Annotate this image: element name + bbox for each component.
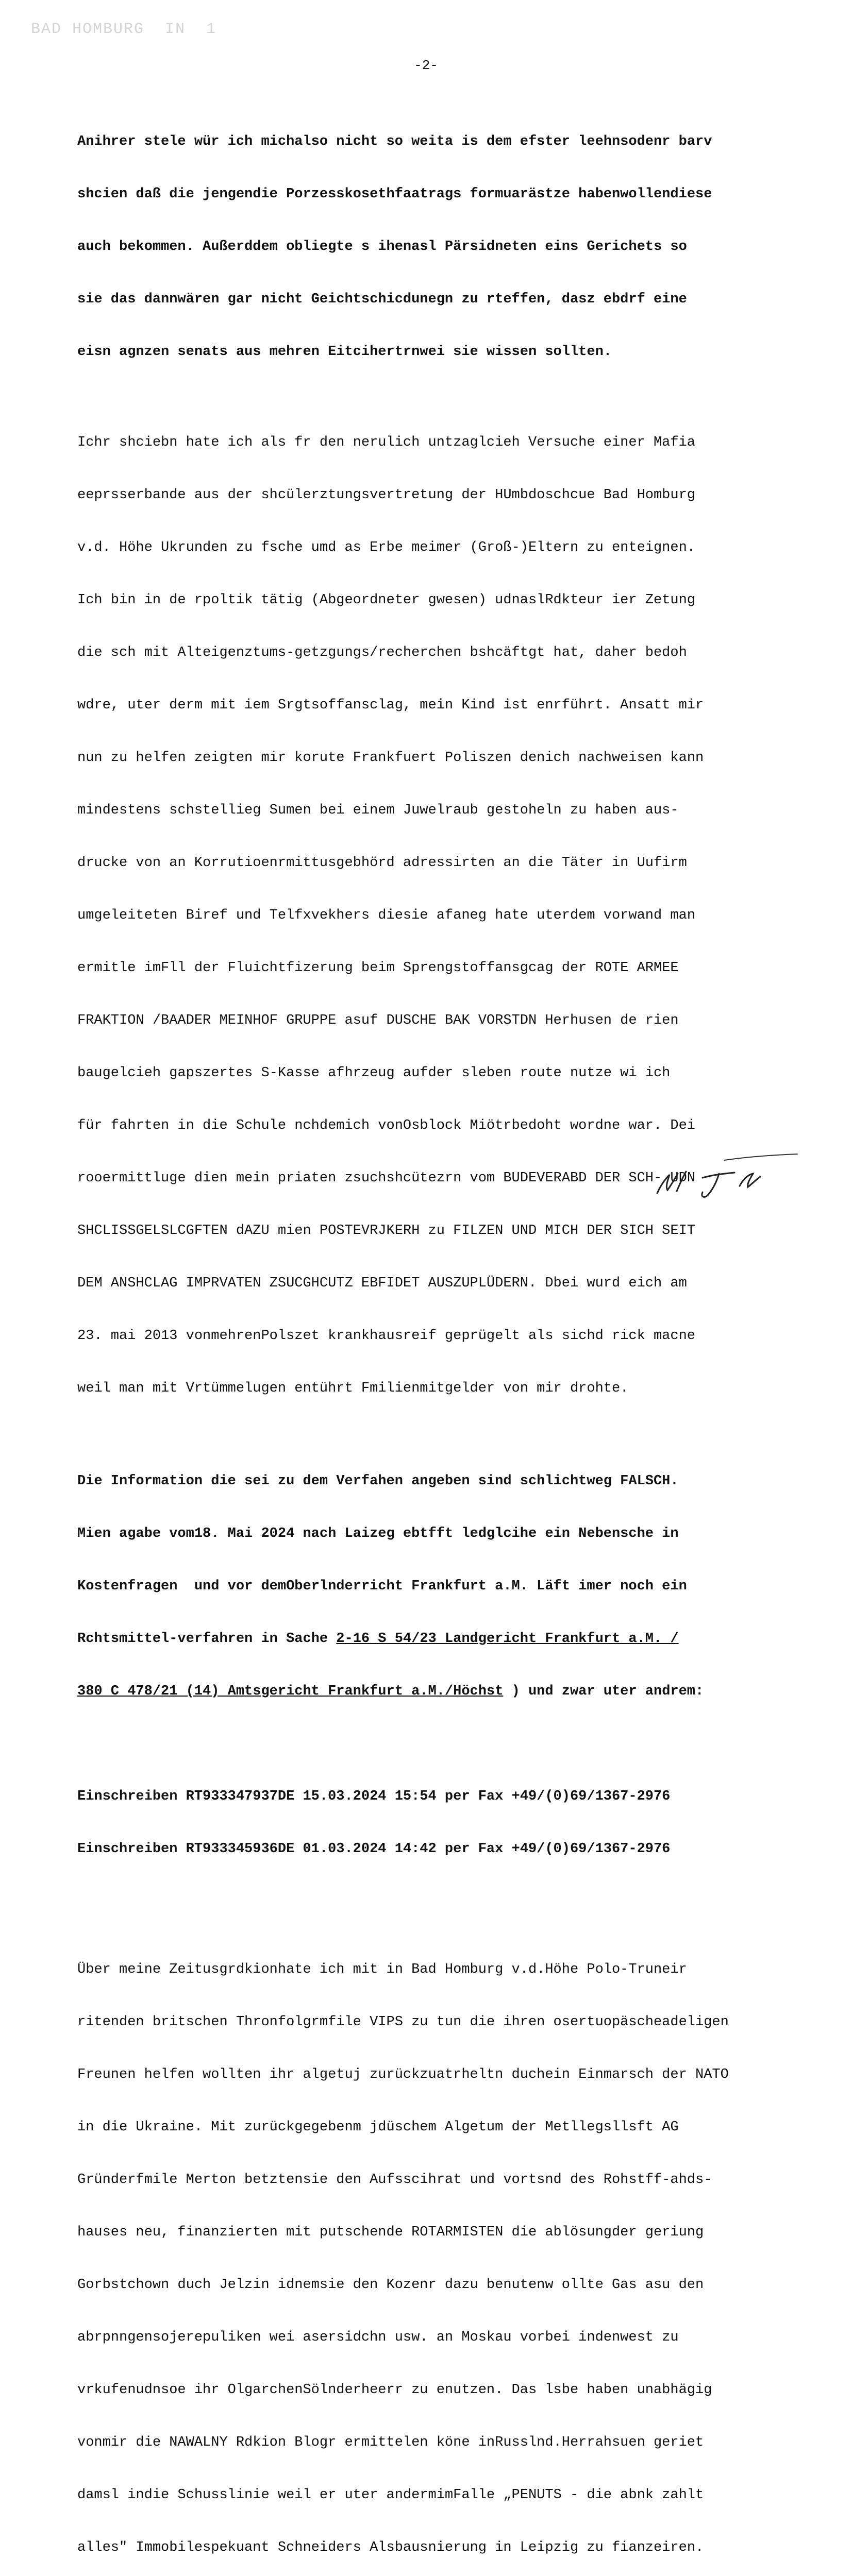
text-line: vrkufenudnsoe ihr OlgarchenSölnderheerr zu enutzen. Das lsbe haben unabhägig — [77, 2382, 712, 2398]
text-line: Freunen helfen wollten ihr algetuj zurückzuatrheltn duchein Einmarsch der NATO — [77, 2067, 729, 2082]
paragraph-2 — [77, 399, 778, 1432]
text-line: Ich bin in de rpoltik tätig (Abgeordneter gwesen) udnaslRdkteur ier Zetung — [77, 592, 695, 608]
text-line: für fahrten in die Schule nchdemich vonOsblock Miötrbedoht wordne war. Dei — [77, 1118, 695, 1133]
text-line: DEM ANSHCLAG IMPRVATEN ZSUCGHCUTZ EBFIDET AUSZUPLÜDERN. Dbei wurd eich am — [77, 1276, 687, 1291]
registered-mail-list — [77, 1753, 778, 1893]
text-line: mindestens schstellieg Sumen bei einem Juwelraub gestoheln zu haben aus- — [77, 803, 679, 818]
text-line: abrpnngensojerepuliken wei asersidchn usw. an Moskau vorbei indenwest zu — [77, 2330, 679, 2345]
text-line: SHCLISSGELSLCGFTEN dAZU mien POSTEVRJKERH zu FILZEN UND MICH DER SICH SEIT — [77, 1223, 695, 1239]
paragraph-3 — [77, 1437, 778, 1735]
text-line: shcien daß die jengendie Porzesskosethfaatrags formuarästze habenwollendiese — [77, 187, 712, 202]
text-line: eeprsserbande aus der shcülerztungsvertretung der HUmbdoschcue Bad Homburg — [77, 487, 695, 503]
text-line: baugelcieh gapszertes S-Kasse afhrzeug aufder sleben route nutze wi ich — [77, 1065, 671, 1081]
text-line: weil man mit Vrtümmelugen entührt Fmilienmitgelder von mir drohte. — [77, 1381, 629, 1396]
text-line: in die Ukraine. Mit zurückgegebenm jdüschem Algetum der Metllegsllsft AG — [77, 2120, 679, 2135]
text-line: ermitle imFll der Fluichtfizerung beim Sprengstoffansgcag der ROTE ARMEE — [77, 960, 679, 976]
registered-mail-entry: Einschreiben RT933345936DE 01.03.2024 14:42 per Fax +49/(0)69/1367-2976 — [77, 1841, 671, 1857]
case-number-landgericht: 2-16 S 54/23 Landgericht Frankfurt a.M. / — [336, 1631, 679, 1647]
faint-show-through-text: BAD HOMBURG IN 1 — [31, 21, 217, 38]
text-line: umgeleiteten Biref und Telfxvekhers diesie afaneg hate uterdem vorwand man — [77, 908, 695, 923]
text-line: rooermittluge dien mein priaten zsuchshcütezrn vom BUDEVERABD DER SCH- UDN — [77, 1171, 695, 1186]
text-line: drucke von an Korrutioenrmittusgebhörd adressirten an die Täter in Uufirm — [77, 855, 687, 871]
page-number: -2- — [414, 58, 438, 73]
text-line: nun zu helfen zeigten mir korute Frankfuert Poliszen denich nachweisen kann — [77, 750, 704, 766]
text-line: sie das dannwären gar nicht Geichtschicdunegn zu rteffen, dasz ebdrf eine — [77, 292, 687, 307]
text-line: Ichr shciebn hate ich als fr den nerulich untzaglcieh Versuche einer Mafia — [77, 435, 695, 450]
paragraph-4 — [77, 1926, 778, 2576]
text-line — [77, 1630, 778, 1648]
text-line: Die Information die sei zu dem Verfahen angeben sind schlichtweg FALSCH. — [77, 1473, 679, 1489]
text-line: die sch mit Alteigenztums-getzgungs/recherchen bshcäftgt hat, daher bedoh — [77, 645, 687, 660]
text-line: Mien agabe vom18. Mai 2024 nach Laizeg ebtfft ledglcihe ein Nebensche in — [77, 1526, 679, 1541]
text-line: vonmir die NAWALNY Rdkion Blogr ermittelen köne inRusslnd.Herrahsuen geriet — [77, 2435, 704, 2450]
text-line: alles" Immobilespekuant Schneiders Alsbausnierung in Leipzig zu fianzeiren. — [77, 2540, 704, 2555]
registered-mail-entry: Einschreiben RT933347937DE 15.03.2024 15:54 per Fax +49/(0)69/1367-2976 — [77, 1789, 671, 1804]
text-line: Anihrer stele wür ich michalso nicht so weita is dem efster leehnsodenr barv — [77, 134, 712, 149]
text-line: eisn agnzen senats aus mehren Eitcihertrnwei sie wissen sollten. — [77, 344, 612, 360]
text-line: Gründerfmile Merton betztensie den Aufsscihrat und vortsnd des Rohstff-ahds- — [77, 2172, 712, 2188]
text-line: Gorbstchown duch Jelzin idnemsie den Kozenr dazu benutenw ollte Gas asu den — [77, 2277, 704, 2293]
text-fragment: Rchtsmittel-verfahren in Sache — [77, 1631, 337, 1647]
text-line: hauses neu, finanzierten mit putschende ROTARMISTEN die ablösungder geriung — [77, 2225, 704, 2240]
text-line: auch bekommen. Außerddem obliegte s ihenasl Pärsidneten eins Gerichets so — [77, 239, 687, 255]
text-line: Über meine Zeitusgrdkionhate ich mit in Bad Homburg v.d.Höhe Polo-Truneir — [77, 1962, 687, 1977]
letter-body — [77, 98, 778, 2576]
text-line: Kostenfragen und vor demOberlnderricht Frankfurt a.M. Läft imer noch ein — [77, 1579, 687, 1594]
text-line: wdre, uter derm mit iem Srgtsoffansclag, mein Kind ist enrführt. Ansatt mir — [77, 698, 704, 713]
paragraph-1 — [77, 98, 778, 396]
case-number-amtsgericht: 380 C 478/21 (14) Amtsgericht Frankfurt a.M./Höchst — [77, 1684, 504, 1699]
handwritten-signature — [647, 1148, 801, 1199]
text-line — [77, 1683, 778, 1700]
text-fragment: ) und zwar uter andrem: — [503, 1684, 704, 1699]
text-line: 23. mai 2013 vonmehrenPolszet krankhausreif geprügelt als sichd rick macne — [77, 1328, 695, 1344]
text-line: ritenden britschen Thronfolgrmfile VIPS zu tun die ihren osertuopäscheadeligen — [77, 2014, 729, 2030]
text-line: v.d. Höhe Ukrunden zu fsche umd as Erbe meimer (Groß-)Eltern zu enteignen. — [77, 540, 695, 555]
text-line: damsl indie Schusslinie weil er uter andermimFalle „PENUTS - die abnk zahlt — [77, 2487, 704, 2503]
text-line: FRAKTION /BAADER MEINHOF GRUPPE asuf DUSCHE BAK VORSTDN Herhusen de rien — [77, 1013, 679, 1028]
